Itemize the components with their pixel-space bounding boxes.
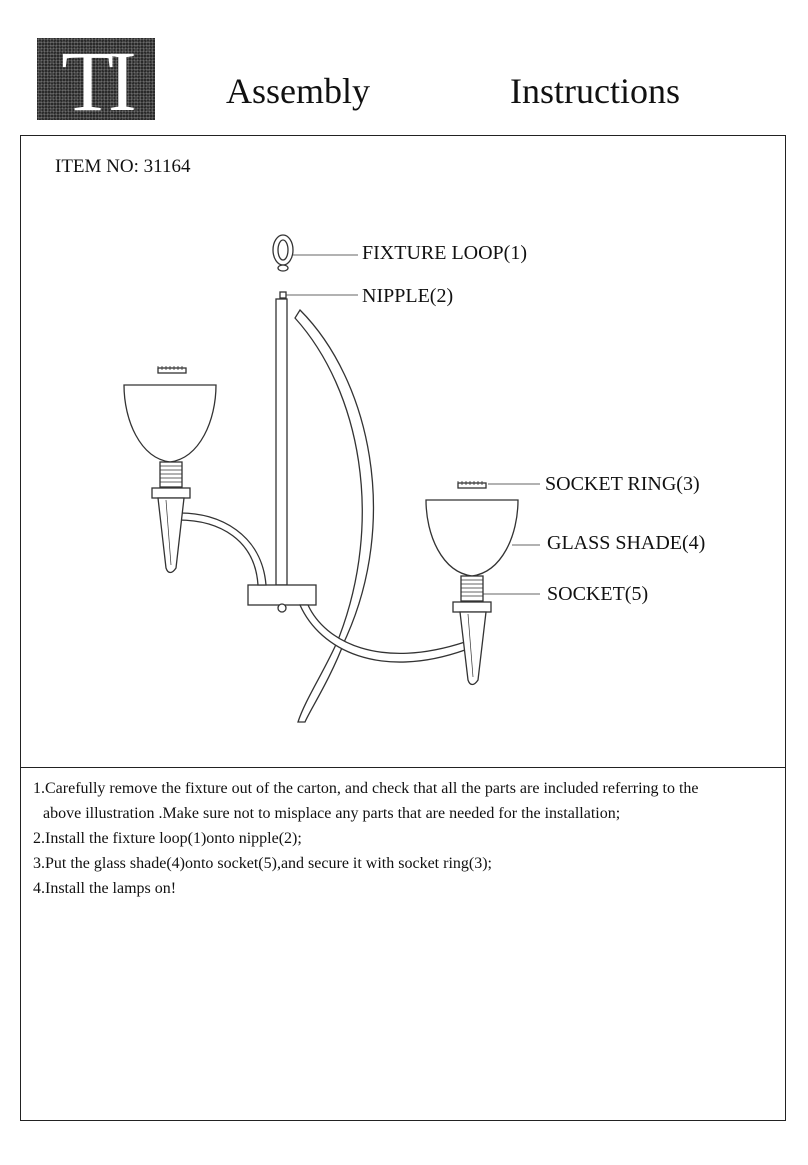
center-body — [248, 585, 316, 605]
label-socket-ring: SOCKET RING(3) — [545, 473, 700, 495]
instruction-step-continuation: above illustration .Make sure not to misplace any parts that are needed for the installation; — [43, 805, 621, 822]
center-rod — [276, 299, 287, 585]
label-fixture-loop: FIXTURE LOOP(1) — [362, 242, 527, 264]
decorative-curved-arm — [295, 310, 373, 722]
label-socket: SOCKET(5) — [547, 583, 649, 605]
right-arm — [300, 605, 465, 662]
company-logo — [37, 33, 155, 129]
label-nipple: NIPPLE(2) — [362, 285, 454, 307]
label-glass-shade: GLASS SHADE(4) — [547, 532, 706, 554]
fixture-diagram — [20, 136, 786, 766]
fixture-loop-drawing — [273, 235, 358, 271]
item-number: ITEM NO: 31164 — [55, 156, 191, 177]
left-arm — [178, 513, 266, 585]
instruction-step: 4.Install the lamps on! — [33, 880, 177, 897]
section-divider — [20, 767, 786, 768]
left-lamp-drawing — [124, 366, 216, 573]
instruction-step: 2.Install the fixture loop(1)onto nipple(2); — [33, 830, 302, 847]
instruction-step: 1.Carefully remove the fixture out of the carton, and check that all the parts are included referring to the — [33, 780, 699, 797]
page-title: Assembly Instructions — [226, 71, 680, 111]
logo-text: TI — [61, 33, 131, 129]
instruction-step: 3.Put the glass shade(4)onto socket(5),and secure it with socket ring(3); — [33, 855, 492, 872]
instructions-list — [33, 776, 773, 901]
nipple-drawing — [280, 292, 358, 298]
